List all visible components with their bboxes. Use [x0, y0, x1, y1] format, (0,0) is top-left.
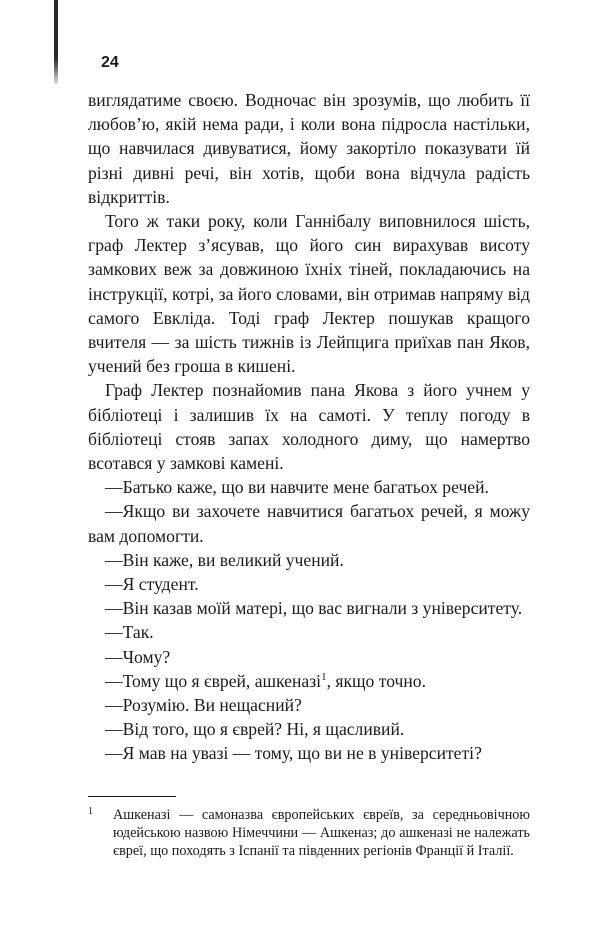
dialogue-line: —Він каже, ви великий учений.	[105, 549, 344, 570]
book-spine-shadow	[54, 0, 58, 84]
dialogue-line: —Розумію. Ви нещасний?	[105, 695, 302, 716]
dialogue-line: —Я мав на увазі — тому, що ви не в університеті?	[105, 743, 482, 764]
footnote-text: Ашкеназі — самоназва європейських євреїв, за середньовічною юдейською назвою Німеччини — Ашкеназ; до ашкеназі не належать євреї, що походять з Іспанії та південних регіонів Франції й Італії.	[113, 807, 530, 859]
footnote-divider	[88, 796, 176, 797]
paragraph: Граф Лектер познайомив пана Якова з його учнем у бібліотеці і залишив їх на самоті. У теплу погоду в бібліотеці стояв запах холодного диму, що намертво всотався у замкові камені.	[88, 380, 530, 474]
dialogue-line: —Так.	[105, 622, 154, 643]
paragraph: Того ж таки року, коли Ганнібалу виповнилося шість, граф Лектер з’ясував, що його син вирахував висоту замкових веж за довжиною їхніх тіней, покладаючись на інструкції, котрі, за його словами, він отримав напряму від самого Евкліда. Тоді граф Лектер пошукав кращого вчителя — за шість тижнів із Лейпцига приїхав пан Яков, учений без гроша в кишені.	[88, 211, 530, 377]
dialogue-line: —Якщо ви захочете навчитися багатьох речей, я можу вам допомогти.	[88, 501, 530, 546]
dialogue-line: —Він казав моїй матері, що вас вигнали з університету.	[105, 598, 523, 619]
dialogue-line: —Батько каже, що ви навчите мене багатьох речей.	[105, 477, 489, 498]
dialogue-line-footnoted	[88, 669, 530, 693]
footnote-number: 1	[88, 806, 93, 817]
dialogue-line: —Від того, що я єврей? Ні, я щасливий.	[105, 719, 405, 740]
dialogue-text: —Тому що я єврей, ашкеназі	[105, 670, 322, 691]
dialogue-line: —Я студент.	[105, 574, 199, 595]
dialogue-line: —Чому?	[105, 646, 171, 667]
footnote-marker: 1	[321, 671, 327, 684]
paragraph-continued: виглядатиме своєю. Водночас він зрозумів, що любить її любов’ю, якій нема ради, і коли вона підросла настільки, що навчилася дивуватися, йому закортіло показувати їй різні дивні речі, він хотів, щоби вона відчула радість відкриттів.	[88, 90, 530, 207]
page-number: 24	[101, 54, 119, 71]
footnote	[88, 806, 530, 860]
body-text	[88, 88, 530, 766]
dialogue-text: , якщо точно.	[326, 670, 426, 691]
